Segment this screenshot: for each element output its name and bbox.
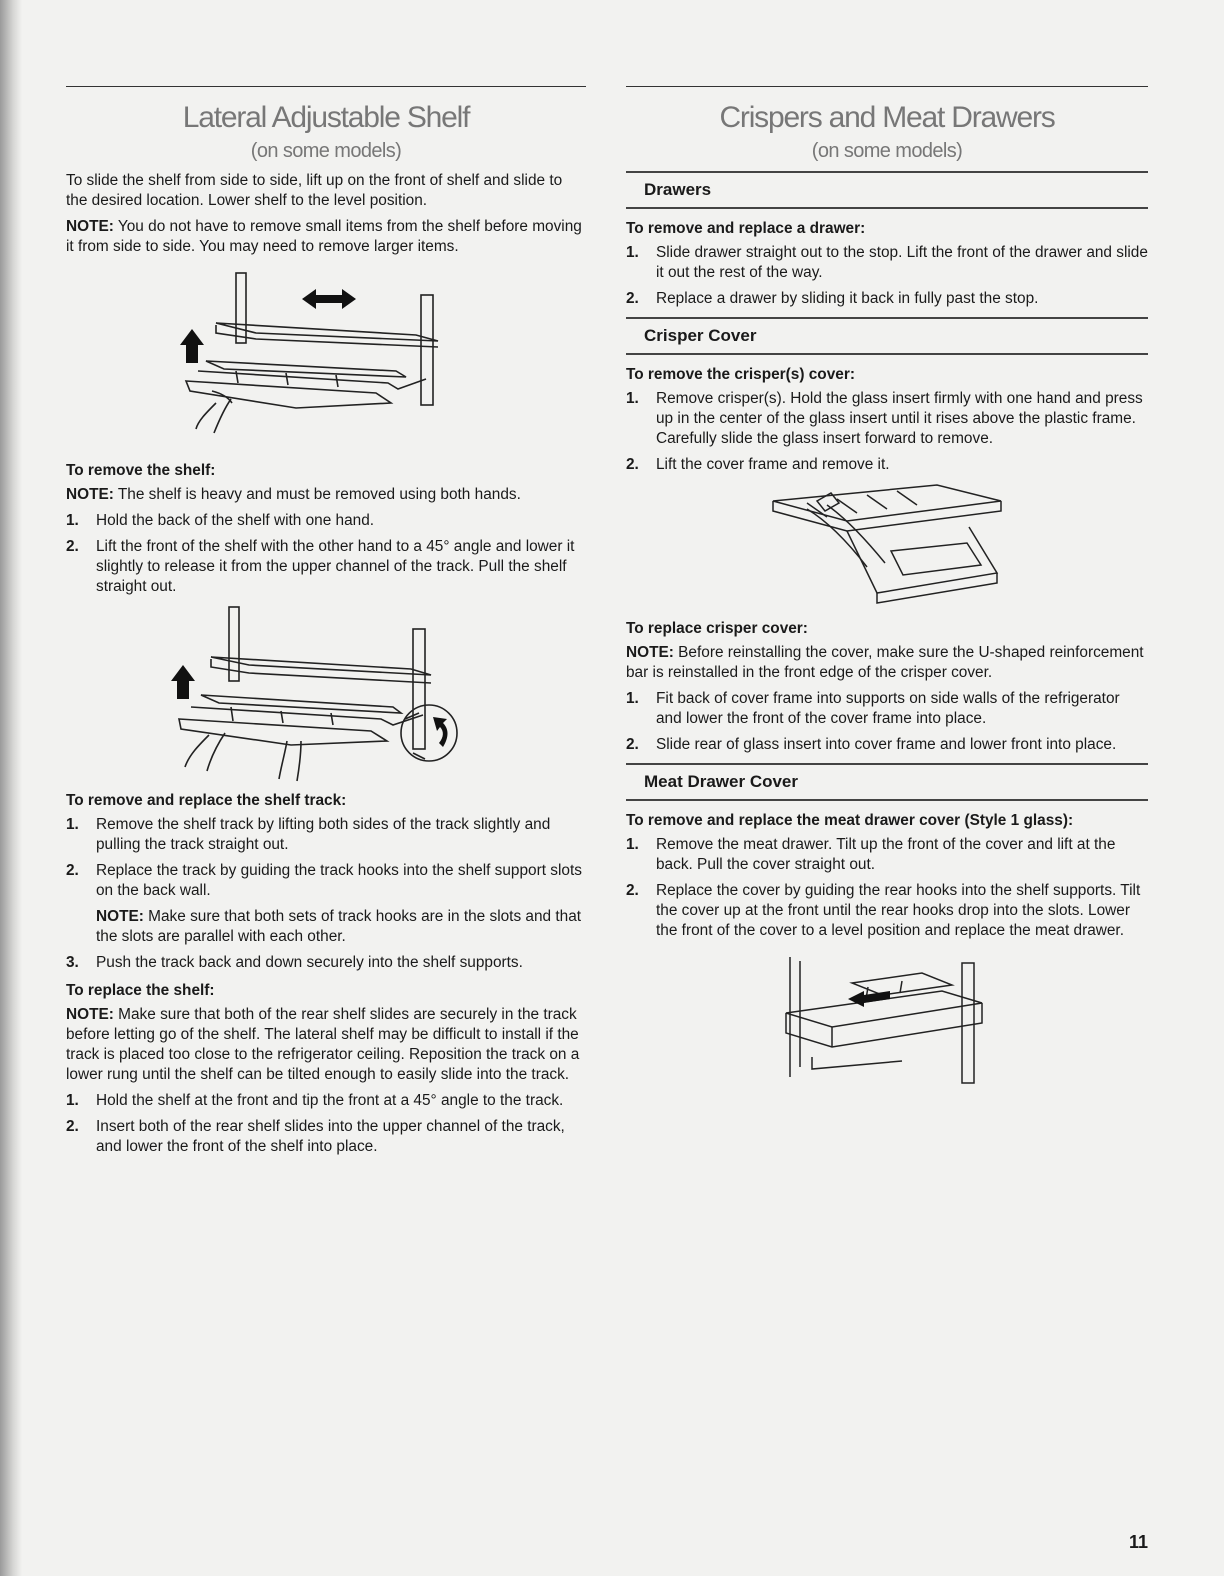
step-text: Slide rear of glass insert into cover frame and lower front into place.	[656, 736, 1117, 753]
shelf-track-heading: To remove and replace the shelf track:	[66, 792, 347, 809]
step-text: Lift the cover frame and remove it.	[656, 456, 890, 473]
lift-arrow-icon	[171, 665, 195, 699]
step-text: Hold the shelf at the front and tip the front at a 45° angle to the track.	[96, 1092, 564, 1109]
replace-shelf-steps	[66, 1091, 586, 1157]
note-text: The shelf is heavy and must be removed using both hands.	[117, 486, 521, 503]
meat-drawer-steps	[626, 835, 1148, 941]
step-number: 1.	[626, 390, 639, 407]
drawer-remove-heading: To remove and replace a drawer:	[626, 220, 866, 237]
replace-shelf-note	[66, 1005, 586, 1085]
drawer-steps	[626, 243, 1148, 309]
note-label: NOTE:	[66, 1006, 114, 1023]
list-item	[626, 835, 1148, 875]
note-text: You do not have to remove small items from the shelf before moving it from side to side. You may need to remove larger items.	[66, 218, 582, 255]
list-item	[626, 689, 1148, 729]
note-label: NOTE:	[96, 908, 144, 925]
shelf-removal-illustration	[161, 603, 491, 783]
crisper-remove-heading: To remove the crisper(s) cover:	[626, 366, 855, 383]
step-number: 1.	[626, 690, 639, 707]
list-item	[66, 861, 586, 947]
lateral-shelf-intro: To slide the shelf from side to side, lift up on the front of shelf and slide to the desired location. Lower shelf to the level position.	[66, 172, 563, 209]
list-item	[66, 511, 586, 531]
meat-drawer-illustration	[782, 947, 992, 1087]
crispers-title: Crispers and Meat Drawers	[719, 101, 1055, 134]
note-text: Make sure that both sets of track hooks are in the slots and that the slots are parallel with each other.	[96, 908, 582, 945]
left-track-upright	[236, 273, 246, 343]
note-label: NOTE:	[626, 644, 674, 661]
step-number: 2.	[66, 862, 79, 879]
step-text: Slide drawer straight out to the stop. Lift the front of the drawer and slide it out the rest of the way.	[656, 244, 1148, 281]
step-text: Replace the track by guiding the track hooks into the shelf support slots on the back wall.	[96, 862, 582, 899]
slide-arrow-icon	[302, 289, 356, 309]
crisper-cover-illustration	[767, 481, 1007, 611]
step-number: 2.	[626, 882, 639, 899]
step-text: Remove the meat drawer. Tilt up the front of the cover and lift at the back. Pull the cover straight out.	[656, 836, 1116, 873]
step-text: Remove the shelf track by lifting both sides of the track slightly and pulling the track straight out.	[96, 816, 551, 853]
crisper-replace-steps	[626, 689, 1148, 755]
note-label: NOTE:	[66, 218, 114, 235]
lateral-shelf-note-1	[66, 217, 586, 257]
step-number: 2.	[626, 736, 639, 753]
lateral-shelf-column	[66, 86, 586, 1163]
step-number: 1.	[626, 244, 639, 261]
release-arrow-icon	[433, 717, 448, 747]
list-item	[626, 289, 1148, 309]
list-item	[626, 455, 1148, 475]
shelf-slide-illustration	[176, 263, 476, 453]
step-text: Fit back of cover frame into supports on side walls of the refrigerator and lower the front of the cover frame into place.	[656, 690, 1120, 727]
step-text: Insert both of the rear shelf slides into the upper channel of the track, and lower the front of the shelf into place.	[96, 1118, 565, 1155]
list-item	[626, 389, 1148, 449]
meat-drawer-cover-section-heading: Meat Drawer Cover	[626, 763, 1148, 801]
section-top-rule	[626, 86, 1148, 87]
list-item	[66, 1117, 586, 1157]
meat-drawer-heading: To remove and replace the meat drawer cover (Style 1 glass):	[626, 812, 1074, 829]
crispers-column	[626, 86, 1148, 1093]
remove-shelf-note	[66, 485, 586, 505]
step-number: 2.	[626, 290, 639, 307]
crisper-replace-heading: To replace crisper cover:	[626, 620, 808, 637]
crisper-replace-note	[626, 643, 1148, 683]
step-text: Replace a drawer by sliding it back in fully past the stop.	[656, 290, 1039, 307]
step-number: 2.	[66, 538, 79, 555]
crispers-subtitle: (on some models)	[811, 140, 963, 162]
step-text: Push the track back and down securely into the shelf supports.	[96, 954, 523, 971]
crisper-cover-section-heading: Crisper Cover	[626, 317, 1148, 355]
remove-shelf-heading: To remove the shelf:	[66, 462, 216, 479]
lateral-shelf-title: Lateral Adjustable Shelf	[182, 101, 470, 134]
list-item	[66, 953, 586, 973]
track-hooks-note	[96, 907, 586, 947]
step-number: 1.	[626, 836, 639, 853]
crisper-remove-steps	[626, 389, 1148, 475]
replace-shelf-heading: To replace the shelf:	[66, 982, 215, 999]
step-number: 2.	[66, 1118, 79, 1135]
step-number: 1.	[66, 512, 79, 529]
right-track-upright	[421, 295, 433, 405]
section-top-rule	[66, 86, 586, 87]
note-text: Before reinstalling the cover, make sure the U-shaped reinforcement bar is reinstalled in the front edge of the crisper cover.	[626, 644, 1144, 681]
page-number: 11	[1128, 1532, 1148, 1552]
note-label: NOTE:	[66, 486, 114, 503]
list-item	[66, 537, 586, 597]
step-number: 2.	[626, 456, 639, 473]
step-number: 1.	[66, 1092, 79, 1109]
list-item	[626, 243, 1148, 283]
step-text: Hold the back of the shelf with one hand.	[96, 512, 375, 529]
list-item	[626, 881, 1148, 941]
list-item	[66, 815, 586, 855]
lateral-shelf-subtitle: (on some models)	[250, 140, 402, 162]
note-text: Make sure that both of the rear shelf slides are securely in the track before letting go of the shelf. The lateral shelf may be difficult to install if the track is placed too close to the refrigerator ceiling. Reposition the track on a lower rung until the shelf can be tilted enough to easily slide into the track.	[66, 1006, 580, 1083]
shelf-track-steps	[66, 815, 586, 973]
step-number: 3.	[66, 954, 79, 971]
remove-shelf-steps	[66, 511, 586, 597]
step-text: Lift the front of the shelf with the other hand to a 45° angle and lower it slightly to release it from the upper channel of the track. Pull the shelf straight out.	[96, 538, 575, 595]
step-number: 1.	[66, 816, 79, 833]
step-text: Replace the cover by guiding the rear hooks into the shelf supports. Tilt the cover up at the front until the rear hooks drop into the slots. Lower the front of the cover to a level position and replace the meat drawer.	[656, 882, 1141, 939]
step-text: Remove crisper(s). Hold the glass insert firmly with one hand and press up in the center of the glass insert until it rises above the plastic frame. Carefully slide the glass insert forward to remove.	[656, 390, 1143, 447]
slide-arrow-icon	[848, 991, 890, 1007]
page-binding-shadow	[0, 0, 22, 1576]
list-item	[626, 735, 1148, 755]
drawers-section-heading: Drawers	[626, 171, 1148, 209]
list-item	[66, 1091, 586, 1111]
lift-arrow-icon	[180, 329, 204, 363]
